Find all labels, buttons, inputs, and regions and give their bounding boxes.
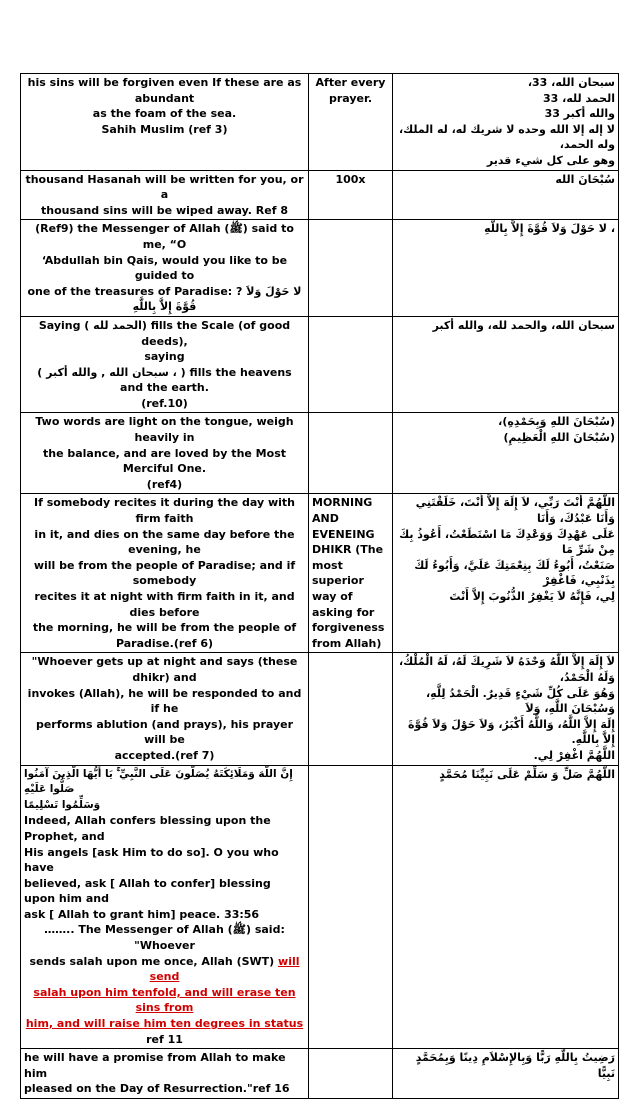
benefit-line xyxy=(24,1016,305,1047)
when-cell xyxy=(309,1049,393,1099)
benefit-line: If somebody recites it during the day with firm faith xyxy=(34,496,295,526)
arabic-line: رَضِيتُ بِاللَّهِ رَبًّا وَبِالإِسْلاَمِ دِينًا وَبِمُحَمَّدٍ نَبِيًّا xyxy=(415,1051,615,1080)
table-row xyxy=(21,74,619,171)
reference-text: ref 11 xyxy=(146,1032,183,1046)
arabic-line: اللَّهُمَّ أَنْتَ رَبِّي، لاَ إِلَهَ إِلاَّ أَنْتَ، خَلَقْتَنِي وَأَنَا عَبْدُكَ، وَأَنَا xyxy=(415,496,615,526)
when-cell xyxy=(309,653,393,765)
benefit-line: as the foam of the sea. xyxy=(92,107,237,121)
benefit-line: (ref.10) xyxy=(141,396,188,410)
benefit-line: (ref4) xyxy=(146,477,183,491)
arabic-line: عَلَى عَهْدِكَ وَوَعْدِكَ مَا اسْتَطَعْتُ، أَعُوذُ بِكَ مِنْ شَرِّ مَا xyxy=(399,527,615,557)
arabic-line: (سُبْحَانَ اللهِ الْعَظِيمِ) xyxy=(503,431,615,445)
table-row xyxy=(21,220,619,317)
arabic-line: (سُبْحَانَ اللهِ وَبِحَمْدِهِ)، xyxy=(498,415,615,429)
benefit-line: "Whoever gets up at night and says (these dhikr) and xyxy=(31,655,298,684)
arabic-cell xyxy=(393,1049,619,1099)
arabic-line: إِلَهَ إِلاَّ اللَّهُ، وَاللَّهُ أَكْبَرُ، وَلاَ حَوْلَ وَلاَ قُوَّةَ إِلاَّ بِاللَّهِ. xyxy=(407,717,615,747)
benefit-line: His angels [ask Him to do so]. O you who have xyxy=(24,845,279,875)
benefit-line: his sins will be forgiven even If these are as abundant xyxy=(27,76,302,105)
benefit-line: invokes (Allah), he will be responded to and if he xyxy=(27,686,302,716)
arabic-cell xyxy=(393,220,619,317)
table-row xyxy=(21,170,619,220)
benefit-line: ask [ Allah to grant him] peace. 33:56 xyxy=(24,907,260,921)
quran-verse-line: إِنَّ اللَّهَ وَمَلَائِكَتَهُ يُصَلُّونَ عَلَى النَّبِيِّ ۚ يَا أَيُّهَا الَّذِينَ آمَنُوا صَلُّوا عَلَيْهِ xyxy=(24,767,293,796)
arabic-line: والله أكبر 33 xyxy=(544,107,615,121)
benefit-line: the balance, and are loved by the Most Merciful One. xyxy=(42,446,286,476)
benefit-line: pleased on the Day of Resurrection."ref 16 xyxy=(24,1082,290,1096)
benefit-line: …….. The Messenger of Allah (ﷺ) said: "Whoever xyxy=(44,923,285,953)
arabic-line: اللَّهُمَّ صَلِّ وَ سَلِّمْ عَلَى نَبِيِّنَا مُحَمَّدٍ xyxy=(439,767,615,781)
benefit-cell xyxy=(21,74,309,171)
arabic-line: وَهُوَ عَلَى كُلِّ شَيْءٍ قَدِيرٌ. الْحَمْدُ لِلَّهِ، وَسُبْحَانَ اللَّهِ، وَلاَ xyxy=(426,686,615,716)
highlighted-text: salah upon him tenfold, and will erase ten sins from xyxy=(33,985,296,1015)
arabic-cell xyxy=(393,653,619,765)
quran-verse-line: وَسَلِّمُوا تَسْلِيمًا xyxy=(24,798,101,811)
when-cell: 100x xyxy=(309,170,393,220)
benefit-line: recites it at night with firm faith in it, and dies before xyxy=(34,590,295,619)
benefit-line: the morning, he will be from the people of xyxy=(32,621,297,635)
benefit-line: (Ref9) the Messenger of Allah (ﷺ) said to me, “O xyxy=(35,222,294,251)
highlighted-text: him, and will raise him ten degrees in status xyxy=(25,1017,304,1031)
table-row xyxy=(21,1049,619,1099)
arabic-line: اللَّهُمَّ اغْفِرْ لِي. xyxy=(533,748,615,762)
benefit-cell xyxy=(21,220,309,317)
arabic-line: صَنَعْتُ، أَبُوءُ لَكَ بِنِعْمَتِكَ عَلَيَّ، وَأَبُوءُ لَكَ بِذَنْبِي، فَاغْفِرْ xyxy=(414,558,615,588)
benefit-line: one of the treasures of Paradise: ? لا حَوْلَ وَلاَ قُوَّةَ إِلاَّ بِاللَّهِ xyxy=(27,284,302,314)
dhikr-table xyxy=(20,73,619,1099)
arabic-line: لِي، فَإِنَّهُ لاَ يَغْفِرُ الذُّنُوبَ إِلاَّ أَنْتَ xyxy=(449,590,615,603)
benefit-line: believed, ask [ Allah to confer] blessing upon him and xyxy=(24,876,271,906)
benefit-line: in it, and dies on the same day before the evening, he xyxy=(34,527,295,557)
table-row xyxy=(21,653,619,765)
benefit-text: sends salah upon me once, Allah (SWT) xyxy=(29,954,275,968)
when-cell: MORNING AND EVENEING DHIKR (The most superior way of asking for forgiveness from Allah) xyxy=(309,494,393,653)
arabic-line: وهو على كل شيء قدير xyxy=(486,153,615,167)
benefit-cell xyxy=(21,170,309,220)
benefit-cell xyxy=(21,316,309,413)
benefit-line: Paradise.(ref 6) xyxy=(115,636,214,650)
arabic-line: لا إله إلا الله وحده لا شريك له، له الملك، وله الحمد، xyxy=(398,122,615,152)
benefit-cell xyxy=(21,1049,309,1099)
benefit-line: performs ablution (and prays), his prayer will be xyxy=(35,717,294,747)
when-cell xyxy=(309,413,393,494)
arabic-cell xyxy=(393,765,619,1049)
arabic-cell xyxy=(393,494,619,653)
benefit-cell xyxy=(21,765,309,1049)
arabic-line: ، لا حَوْلَ وَلاَ قُوَّةَ إِلاَّ بِاللَّهِ xyxy=(484,222,615,236)
arabic-line: سبحان الله، والحمد لله، والله أكبر xyxy=(432,318,615,332)
benefit-line: Saying ( الحمد لله) fills the Scale (of good deeds), xyxy=(38,318,291,348)
benefit-line: thousand Hasanah will be written for you, or a xyxy=(25,172,304,202)
when-cell: After every prayer. xyxy=(309,74,393,171)
benefit-line: will be from the people of Paradise; and if somebody xyxy=(33,558,296,588)
benefit-line xyxy=(24,954,305,985)
when-cell xyxy=(309,316,393,413)
when-cell xyxy=(309,765,393,1049)
benefit-line: he will have a promise from Allah to make him xyxy=(24,1051,286,1080)
arabic-cell xyxy=(393,74,619,171)
when-cell xyxy=(309,220,393,317)
benefit-line: Two words are light on the tongue, weigh heavily in xyxy=(35,415,294,445)
benefit-line: thousand sins will be wiped away. Ref 8 xyxy=(41,203,288,217)
benefit-cell xyxy=(21,653,309,765)
benefit-line: Sahih Muslim (ref 3) xyxy=(101,122,228,136)
benefit-line: ‘Abdullah bin Qais, would you like to be guided to xyxy=(41,253,288,283)
arabic-line: لاَ إِلَهَ إِلاَّ اللَّهُ وَحْدَهُ لاَ شَرِيكَ لَهُ، لَهُ الْمُلْكُ، وَلَهُ الْحَمْدُ، xyxy=(398,655,615,684)
arabic-cell xyxy=(393,170,619,220)
benefit-line: Indeed, Allah confers blessing upon the Prophet, and xyxy=(24,814,271,843)
table-row xyxy=(21,316,619,413)
arabic-cell xyxy=(393,413,619,494)
benefit-line: accepted.(ref 7) xyxy=(114,748,215,762)
table-row xyxy=(21,413,619,494)
table-row xyxy=(21,494,619,653)
table-row xyxy=(21,765,619,1049)
benefit-line: ( سبحان الله , والله أكبر ، ) fills the heavens and the earth. xyxy=(37,365,292,395)
benefit-cell xyxy=(21,413,309,494)
arabic-line: سبحان الله، 33، xyxy=(527,76,615,89)
benefit-line: saying xyxy=(144,350,185,364)
highlighted-text: will send xyxy=(149,954,300,984)
benefit-cell xyxy=(21,494,309,653)
arabic-line: الحمد لله، 33 xyxy=(543,91,615,105)
arabic-line: سُبْحَانَ الله xyxy=(555,172,615,186)
arabic-cell xyxy=(393,316,619,413)
